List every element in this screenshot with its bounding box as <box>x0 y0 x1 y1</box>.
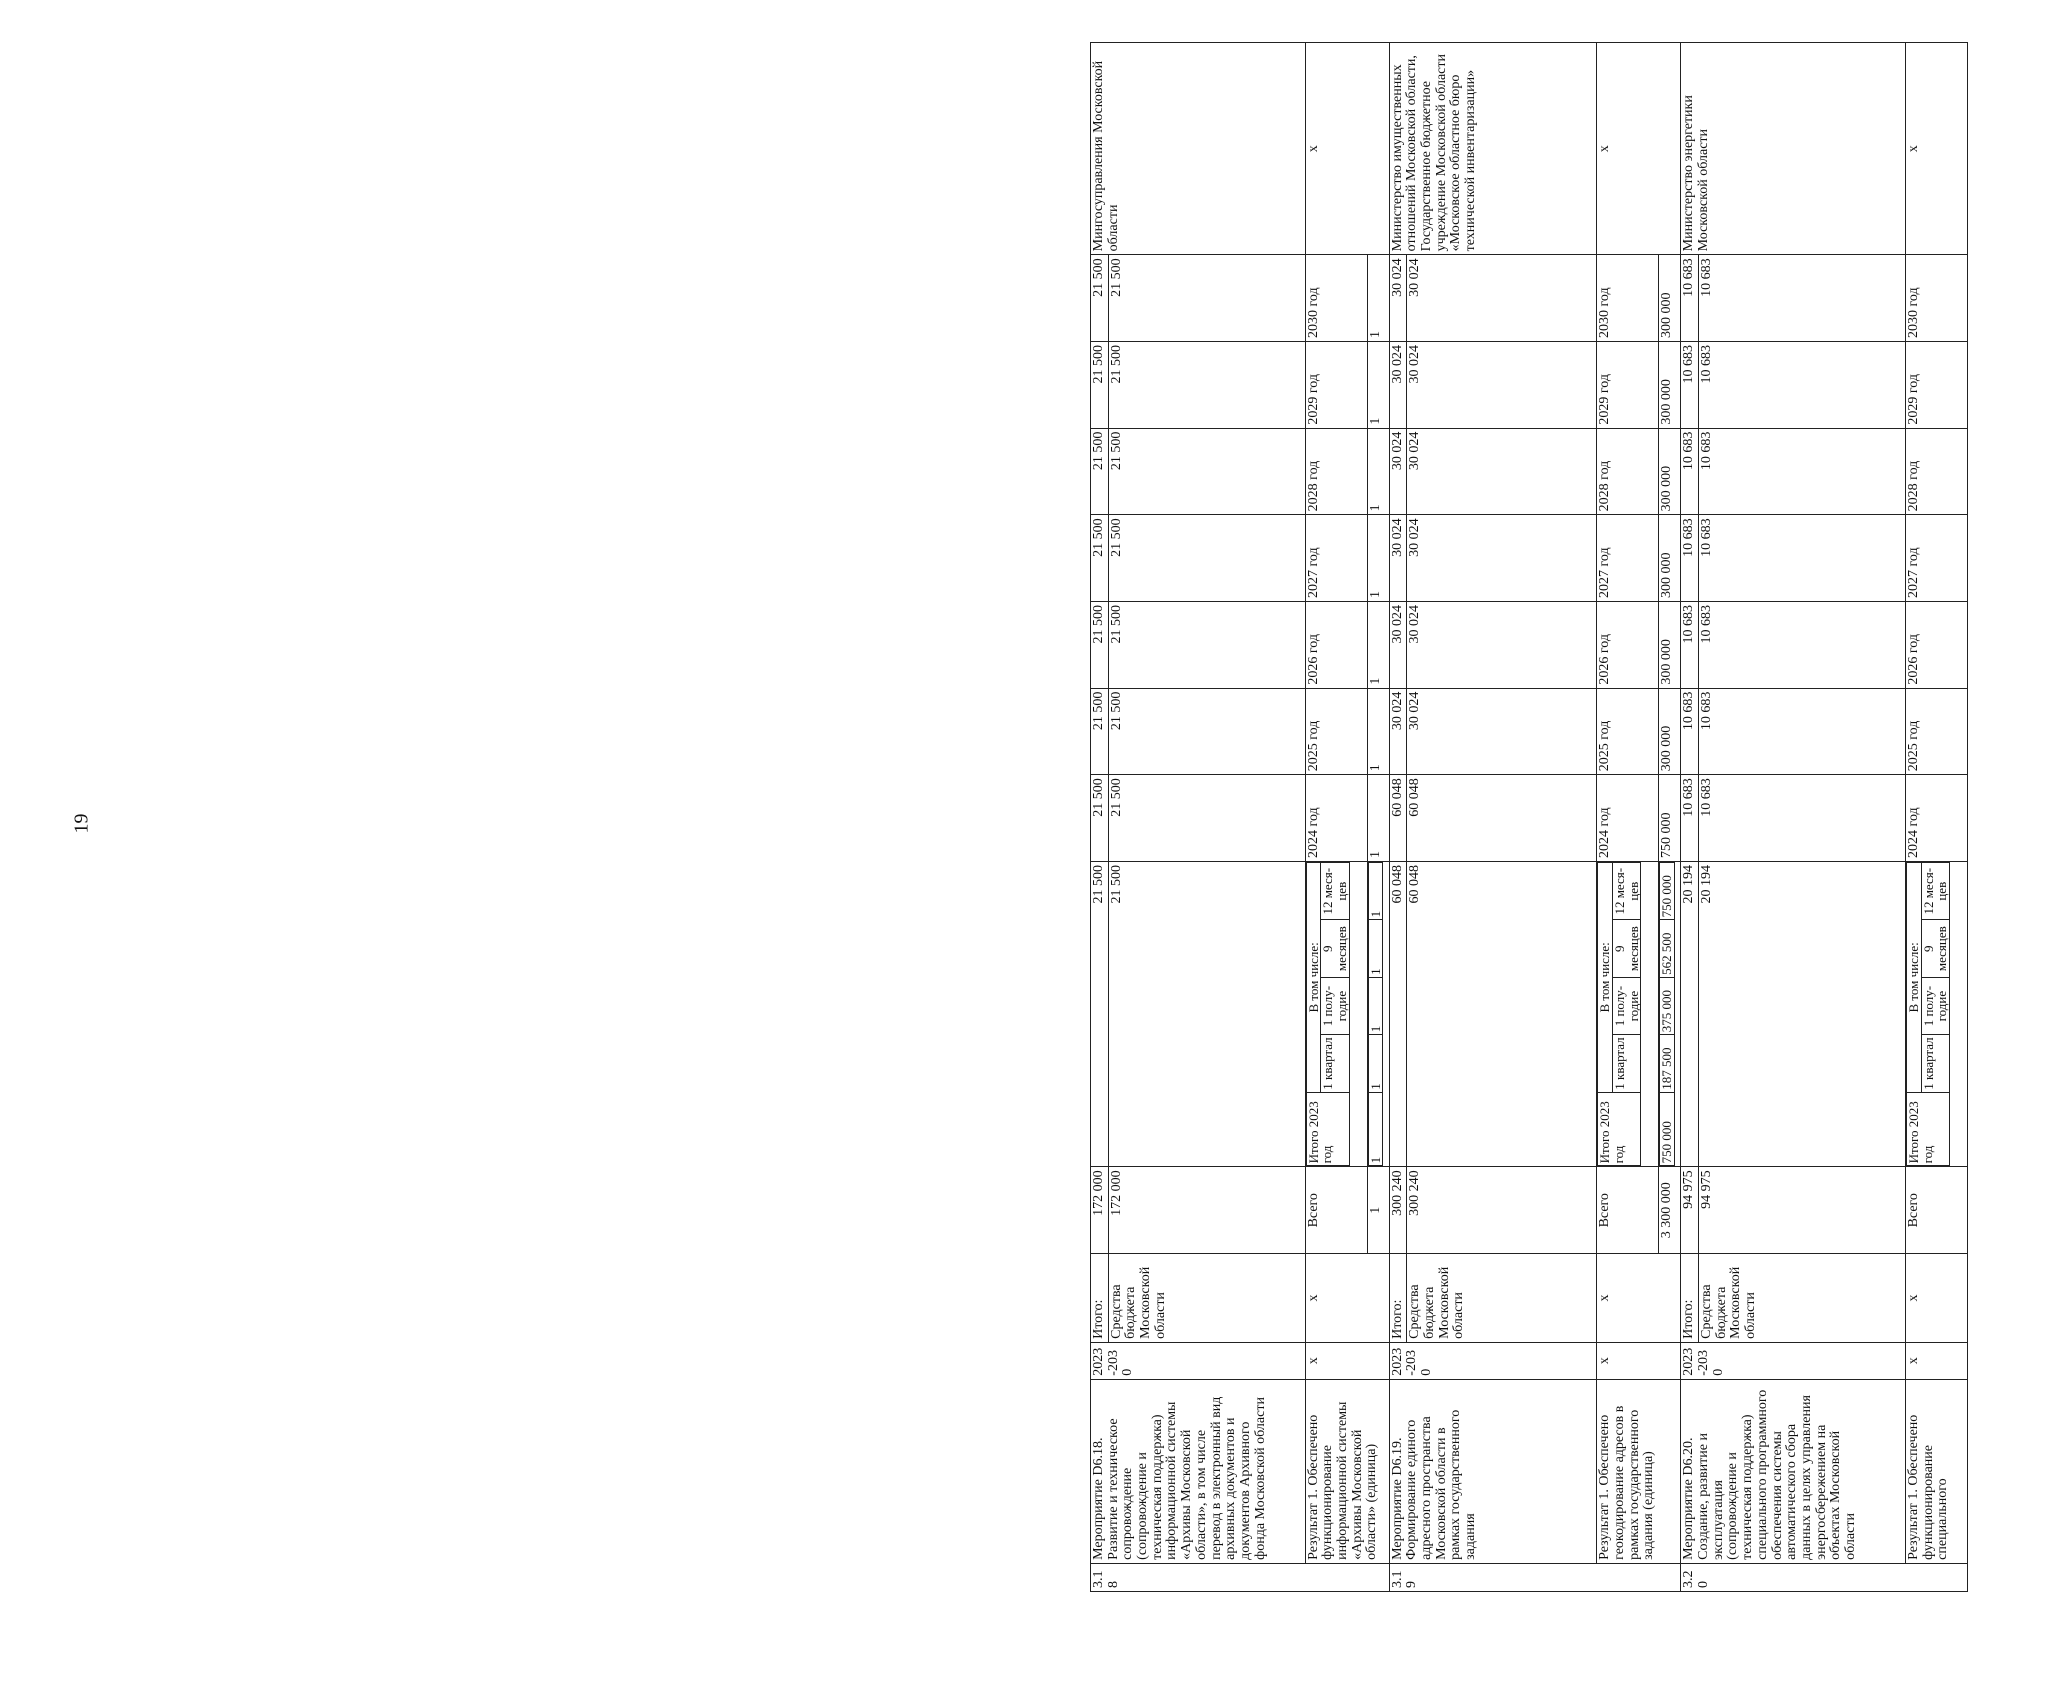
r318-result-executor-x: x <box>1305 43 1389 255</box>
r320-yr-header-2025: 2025 год <box>1906 688 1968 775</box>
r318-src-2023: 21 500 <box>1108 861 1305 1166</box>
r319-result-period-x: x <box>1597 1342 1681 1379</box>
r318-res-m12: 1 <box>1368 862 1383 919</box>
r320-result-header-row <box>1906 43 1968 1592</box>
r320-result-executor-x: x <box>1906 43 1968 255</box>
r319-executor: Министерство имущественных отношений Московской области, Государственное бюджетное учреждение Московской области «Московское областное бюро технической инвентаризации» <box>1389 43 1597 255</box>
r319-yr-header-2027: 2027 год <box>1597 515 1659 602</box>
r319-result-quarters-header <box>1597 861 1659 1166</box>
r318-yr-header-2024: 2024 год <box>1305 775 1367 862</box>
r320-result-title: Результат 1. Обеспечено функционирование специального <box>1906 1379 1968 1563</box>
r320-title: Мероприятие D6.20. Создание, развитие и эксплуатация (сопровождение и техническая поддержка) специального программного обеспечения системы автоматического сбора данных в целях управления энергосбережением на объектах Московской области <box>1681 1379 1906 1563</box>
r320-incl-header: В том числе: <box>1907 862 1922 1092</box>
r320-total-row <box>1681 43 1699 1592</box>
r319-result-header-row <box>1597 43 1659 1592</box>
r319-num: 3.19 <box>1389 1563 1681 1591</box>
r318-res-2030: 1 <box>1367 255 1389 342</box>
r318-y2029: 21 500 <box>1091 342 1109 429</box>
r318-res-2029: 1 <box>1367 342 1389 429</box>
r319-result-title: Результат 1. Обеспечено геокодирование адресов в рамках государственного задания (единица) <box>1597 1379 1681 1563</box>
r318-itogo-header: Итого 2023 год <box>1306 1092 1349 1166</box>
r320-result-source-x: x <box>1906 1254 1968 1343</box>
r318-result-quarters-header <box>1305 861 1367 1166</box>
r318-src-2024: 21 500 <box>1108 775 1305 862</box>
r320-yr-header-2026: 2026 год <box>1906 601 1968 688</box>
r320-total-label: Итого: <box>1681 1254 1699 1343</box>
page-number: 19 <box>70 813 93 834</box>
r319-result-source-x: x <box>1597 1254 1681 1343</box>
r318-src-2028: 21 500 <box>1108 428 1305 515</box>
r319-q1-header: 1 квартал <box>1613 1035 1641 1092</box>
r320-num: 3.20 <box>1681 1563 1968 1591</box>
r319-y2027: 30 024 <box>1389 515 1407 602</box>
r320-yr-header-2029: 2029 год <box>1906 342 1968 429</box>
r318-src-total: 172 000 <box>1108 1167 1305 1254</box>
r320-y2028: 10 683 <box>1681 428 1699 515</box>
r319-yr-header-2028: 2028 год <box>1597 428 1659 515</box>
r319-res-2028: 300 000 <box>1659 428 1681 515</box>
r319-res-q1: 187 500 <box>1660 1035 1675 1092</box>
r320-y2025: 10 683 <box>1681 688 1699 775</box>
r319-res-h1: 375 000 <box>1660 977 1675 1034</box>
r320-total: 94 975 <box>1681 1167 1699 1254</box>
r318-yr-header-2026: 2026 год <box>1305 601 1367 688</box>
r320-src-2028: 10 683 <box>1699 428 1906 515</box>
r318-res-q1: 1 <box>1368 1035 1383 1092</box>
r318-executor: Мингосуправления Московской области <box>1091 43 1306 255</box>
r319-total-row <box>1389 43 1407 1592</box>
r320-m9-header: 9 месяцев <box>1921 920 1949 977</box>
r318-res-total: 1 <box>1367 1167 1389 1254</box>
r320-src-2029: 10 683 <box>1699 342 1906 429</box>
r318-q1-header: 1 квартал <box>1321 1035 1349 1092</box>
r319-res-2024: 750 000 <box>1659 775 1681 862</box>
r320-result-quarters-header <box>1906 861 1968 1166</box>
r319-total: 300 240 <box>1389 1167 1407 1254</box>
r319-title: Мероприятие D6.19. Формирование единого адресного пространства Московской области в рамках государственного задания <box>1389 1379 1597 1563</box>
r318-res-m9: 1 <box>1368 920 1383 977</box>
r320-y2026: 10 683 <box>1681 601 1699 688</box>
r319-res-2026: 300 000 <box>1659 601 1681 688</box>
r319-src-2023: 60 048 <box>1407 861 1597 1166</box>
r319-y2028: 30 024 <box>1389 428 1407 515</box>
r319-res-2027: 300 000 <box>1659 515 1681 602</box>
r319-src-2026: 30 024 <box>1407 601 1597 688</box>
r318-y2030: 21 500 <box>1091 255 1109 342</box>
r318-res-itogo: 1 <box>1368 1092 1383 1166</box>
r318-src-2026: 21 500 <box>1108 601 1305 688</box>
r319-2023: 60 048 <box>1389 861 1407 1166</box>
r319-res-m9: 562 500 <box>1660 920 1675 977</box>
r320-source: Средства бюджета Московской области <box>1699 1254 1906 1343</box>
r318-total-row <box>1091 43 1109 1592</box>
r318-y2027: 21 500 <box>1091 515 1109 602</box>
r319-itogo-header: Итого 2023 год <box>1598 1092 1641 1166</box>
r320-src-total: 94 975 <box>1699 1167 1906 1254</box>
r319-y2029: 30 024 <box>1389 342 1407 429</box>
r318-result-total-label: Всего <box>1305 1167 1367 1254</box>
r319-src-total: 300 240 <box>1407 1167 1597 1254</box>
r320-period: 2023-2030 <box>1681 1342 1906 1379</box>
r320-result-period-x: x <box>1906 1342 1968 1379</box>
r319-result-executor-x: x <box>1597 43 1681 255</box>
r319-h1-header: 1 полу-годие <box>1613 977 1641 1034</box>
r318-h1-header: 1 полу-годие <box>1321 977 1349 1034</box>
r320-y2029: 10 683 <box>1681 342 1699 429</box>
r318-title: Мероприятие D6.18. Развитие и техническое сопровождение (сопровождение и техническая поддержка) информационной системы «Архивы Московской области», в том числе перевод в электронный вид архивных документов и документов Архивного фонда Московской области <box>1091 1379 1306 1563</box>
r319-m9-header: 9 месяцев <box>1613 920 1641 977</box>
r320-yr-header-2027: 2027 год <box>1906 515 1968 602</box>
r318-y2028: 21 500 <box>1091 428 1109 515</box>
r320-m12-header: 12 меся-цев <box>1921 862 1949 920</box>
r318-res-2028: 1 <box>1367 428 1389 515</box>
r319-src-2024: 60 048 <box>1407 775 1597 862</box>
r319-y2024: 60 048 <box>1389 775 1407 862</box>
r320-yr-header-2024: 2024 год <box>1906 775 1968 862</box>
r319-yr-header-2026: 2026 год <box>1597 601 1659 688</box>
r319-y2026: 30 024 <box>1389 601 1407 688</box>
r318-total-label: Итого: <box>1091 1254 1109 1343</box>
r319-res-itogo: 750 000 <box>1660 1092 1675 1166</box>
r320-src-2025: 10 683 <box>1699 688 1906 775</box>
r320-yr-header-2028: 2028 год <box>1906 428 1968 515</box>
r319-res-2030: 300 000 <box>1659 255 1681 342</box>
r320-q1-header: 1 квартал <box>1921 1035 1949 1092</box>
r320-2023: 20 194 <box>1681 861 1699 1166</box>
r318-source: Средства бюджета Московской области <box>1108 1254 1305 1343</box>
r319-incl-header: В том числе: <box>1598 862 1613 1092</box>
r318-src-2025: 21 500 <box>1108 688 1305 775</box>
r319-total-label: Итого: <box>1389 1254 1407 1343</box>
r318-res-2026: 1 <box>1367 601 1389 688</box>
r318-src-2030: 21 500 <box>1108 255 1305 342</box>
r318-result-period-x: x <box>1305 1342 1389 1379</box>
r319-src-2029: 30 024 <box>1407 342 1597 429</box>
r320-src-2030: 10 683 <box>1699 255 1906 342</box>
r320-y2030: 10 683 <box>1681 255 1699 342</box>
r319-res-total: 3 300 000 <box>1659 1167 1681 1254</box>
r320-yr-header-2030: 2030 год <box>1906 255 1968 342</box>
program-measures-table <box>1090 42 1968 1592</box>
r319-y2025: 30 024 <box>1389 688 1407 775</box>
r320-result-total-label: Всего <box>1906 1167 1968 1254</box>
r318-res-2027: 1 <box>1367 515 1389 602</box>
r318-yr-header-2027: 2027 год <box>1305 515 1367 602</box>
r319-yr-header-2025: 2025 год <box>1597 688 1659 775</box>
r319-y2030: 30 024 <box>1389 255 1407 342</box>
r318-res-2024: 1 <box>1367 775 1389 862</box>
r318-incl-header: В том числе: <box>1306 862 1321 1092</box>
r318-result-header-row <box>1305 43 1367 1592</box>
r320-itogo-header: Итого 2023 год <box>1907 1092 1950 1166</box>
r319-yr-header-2029: 2029 год <box>1597 342 1659 429</box>
r320-executor: Министерство энергетики Московской области <box>1681 43 1906 255</box>
r318-yr-header-2030: 2030 год <box>1305 255 1367 342</box>
r320-h1-header: 1 полу-годие <box>1921 977 1949 1034</box>
r319-res-2025: 300 000 <box>1659 688 1681 775</box>
r319-src-2028: 30 024 <box>1407 428 1597 515</box>
r319-res-2029: 300 000 <box>1659 342 1681 429</box>
r319-source: Средства бюджета Московской области <box>1407 1254 1597 1343</box>
r318-res-h1: 1 <box>1368 977 1383 1034</box>
r318-src-2029: 21 500 <box>1108 342 1305 429</box>
r318-yr-header-2025: 2025 год <box>1305 688 1367 775</box>
r320-y2027: 10 683 <box>1681 515 1699 602</box>
r319-src-2030: 30 024 <box>1407 255 1597 342</box>
r319-result-total-label: Всего <box>1597 1167 1659 1254</box>
r319-m12-header: 12 меся-цев <box>1613 862 1641 920</box>
r318-num: 3.18 <box>1091 1563 1390 1591</box>
r320-src-2023: 20 194 <box>1699 861 1906 1166</box>
r319-src-2027: 30 024 <box>1407 515 1597 602</box>
r318-total: 172 000 <box>1091 1167 1109 1254</box>
r318-result-source-x: x <box>1305 1254 1389 1343</box>
r318-m9-header: 9 месяцев <box>1321 920 1349 977</box>
r318-yr-header-2029: 2029 год <box>1305 342 1367 429</box>
r318-y2024: 21 500 <box>1091 775 1109 862</box>
r320-src-2026: 10 683 <box>1699 601 1906 688</box>
r318-yr-header-2028: 2028 год <box>1305 428 1367 515</box>
r318-period: 2023-2030 <box>1091 1342 1306 1379</box>
r319-res-quarters <box>1659 861 1681 1166</box>
r320-y2024: 10 683 <box>1681 775 1699 862</box>
r319-yr-header-2030: 2030 год <box>1597 255 1659 342</box>
r318-m12-header: 12 меся-цев <box>1321 862 1349 920</box>
r319-yr-header-2024: 2024 год <box>1597 775 1659 862</box>
r319-res-m12: 750 000 <box>1660 862 1675 919</box>
r319-src-2025: 30 024 <box>1407 688 1597 775</box>
r318-2023: 21 500 <box>1091 861 1109 1166</box>
r320-src-2024: 10 683 <box>1699 775 1906 862</box>
r318-src-2027: 21 500 <box>1108 515 1305 602</box>
r318-res-2025: 1 <box>1367 688 1389 775</box>
r320-src-2027: 10 683 <box>1699 515 1906 602</box>
rotated-table-container <box>1090 42 2060 1592</box>
r318-result-title: Результат 1. Обеспечено функционирование информационной системы «Архивы Московской области» (единица) <box>1305 1379 1389 1563</box>
r318-y2026: 21 500 <box>1091 601 1109 688</box>
r318-res-quarters <box>1367 861 1389 1166</box>
r318-y2025: 21 500 <box>1091 688 1109 775</box>
r319-period: 2023-2030 <box>1389 1342 1597 1379</box>
